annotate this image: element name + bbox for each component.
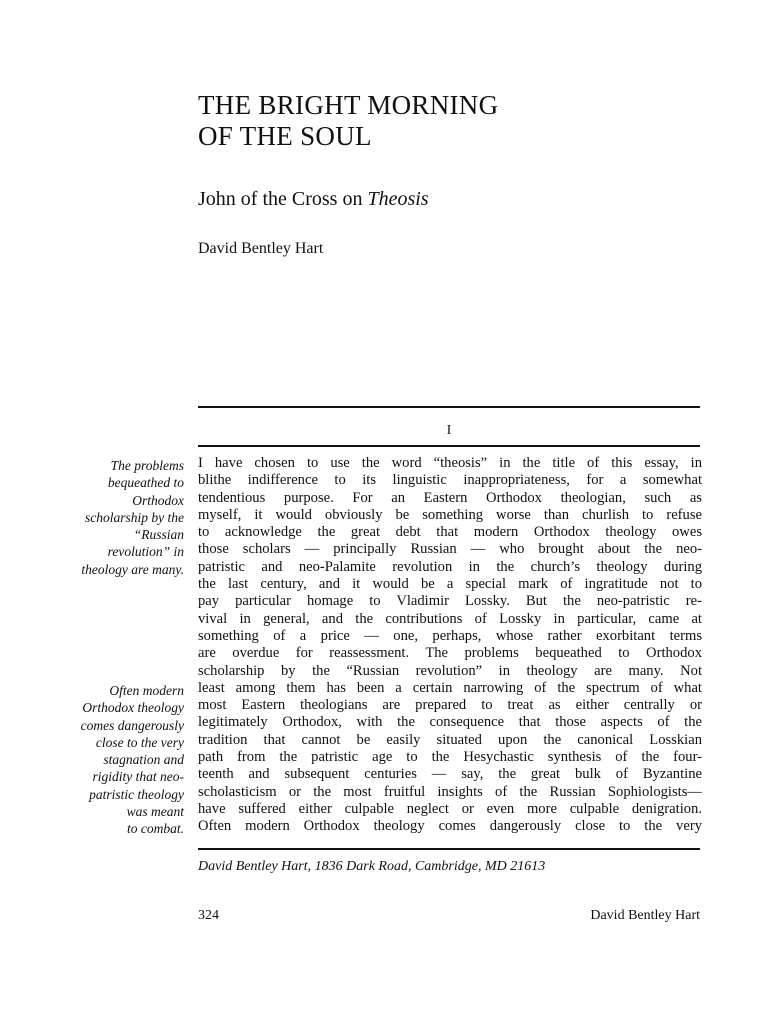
body-line: tradition that cannot be easily situated upon the canonical Losskian bbox=[198, 731, 702, 748]
section-rule-top bbox=[198, 406, 700, 408]
margin-note-line: stagnation and bbox=[103, 752, 184, 768]
body-line: something of a price — one, perhaps, whose rather exorbitant terms bbox=[198, 627, 702, 644]
subtitle-italic: Theosis bbox=[367, 188, 429, 210]
body-line: patristic and neo-Palamite revolution in the church’s theology during bbox=[198, 558, 702, 575]
article-title bbox=[198, 90, 498, 152]
margin-note-line: The problems bbox=[110, 458, 184, 473]
body-line: tendentious purpose. For an Eastern Orthodox theologian, such as bbox=[198, 489, 702, 506]
margin-note-line: Orthodox bbox=[132, 492, 184, 508]
body-line: legitimately Orthodox, with the consequence that those aspects of the bbox=[198, 714, 702, 731]
margin-note-line: rigidity that neo- bbox=[92, 769, 184, 785]
body-line: to acknowledge the great debt that modern Orthodox theology owes bbox=[198, 524, 702, 541]
author-address-footnote: David Bentley Hart, 1836 Dark Road, Cambridge, MD 21613 bbox=[198, 859, 546, 874]
section-rule-bottom bbox=[198, 445, 700, 447]
running-head: David Bentley Hart bbox=[590, 908, 700, 923]
body-line: are overdue for reassessment. The problems bequeathed to Orthodox bbox=[198, 645, 702, 662]
body-line: pay particular homage to Vladimir Lossky. But the neo-patristic re- bbox=[198, 593, 702, 610]
article-subtitle bbox=[198, 186, 429, 212]
body-line: scholarship by the “Russian revolution” in theology are many. Not bbox=[198, 662, 702, 679]
body-line: most Eastern theologians are prepared to treat as either centrally or bbox=[198, 697, 702, 714]
margin-note bbox=[44, 682, 184, 838]
margin-note-line: bequeathed to bbox=[107, 475, 184, 491]
body-line: vival in general, and the contributions of Lossky in particular, came at bbox=[198, 610, 702, 627]
margin-note-line: close to the very bbox=[95, 734, 184, 750]
margin-note-line: scholarship by the bbox=[85, 509, 184, 525]
body-paragraph bbox=[198, 455, 702, 836]
margin-note-line: comes dangerously bbox=[80, 717, 184, 733]
author-name: David Bentley Hart bbox=[198, 240, 324, 257]
body-line: those scholars — principally Russian — who brought about the neo- bbox=[198, 541, 702, 558]
body-line: the last century, and it would be a special mark of ingratitude not to bbox=[198, 576, 702, 593]
body-line: path from the patristic age to the Hesychastic synthesis of the four- bbox=[198, 749, 702, 766]
body-line: teenth and subsequent centuries — say, the great bulk of Byzantine bbox=[198, 766, 702, 783]
title-line-1: THE BRIGHT MORNING bbox=[198, 90, 499, 120]
margin-note-line: was meant bbox=[126, 804, 184, 820]
body-line: least among them has been a certain narrowing of the spectrum of what bbox=[198, 679, 702, 696]
body-line: have suffered either culpable neglect or even more culpable denigration. bbox=[198, 800, 702, 817]
margin-note bbox=[44, 457, 184, 578]
body-line: scholasticism or the most fruitful insights of the Russian Sophiologists— bbox=[198, 783, 702, 800]
margin-note-line: theology are many. bbox=[81, 561, 184, 577]
title-line-2: OF THE SOUL bbox=[198, 121, 372, 151]
margin-note-line: patristic theology bbox=[89, 786, 184, 802]
margin-note-line: revolution” in bbox=[107, 544, 184, 560]
body-line: myself, it would obviously be something worse than churlish to refuse bbox=[198, 506, 702, 523]
margin-note-line: Often modern bbox=[109, 683, 184, 698]
subtitle-prefix: John of the Cross on bbox=[198, 188, 368, 210]
footnote-rule bbox=[198, 848, 700, 850]
page-number: 324 bbox=[198, 908, 219, 923]
body-line: I have chosen to use the word “theosis” in the title of this essay, in bbox=[198, 455, 702, 471]
margin-note-line: “Russian bbox=[133, 527, 184, 543]
body-line: blithe indifference to its linguistic inappropriateness, for a somewhat bbox=[198, 472, 702, 489]
body-line: Often modern Orthodox theology comes dangerously close to the very bbox=[198, 818, 702, 835]
margin-note-line: to combat. bbox=[127, 821, 184, 837]
section-number: I bbox=[446, 423, 452, 438]
margin-note-line: Orthodox theology bbox=[82, 700, 184, 716]
